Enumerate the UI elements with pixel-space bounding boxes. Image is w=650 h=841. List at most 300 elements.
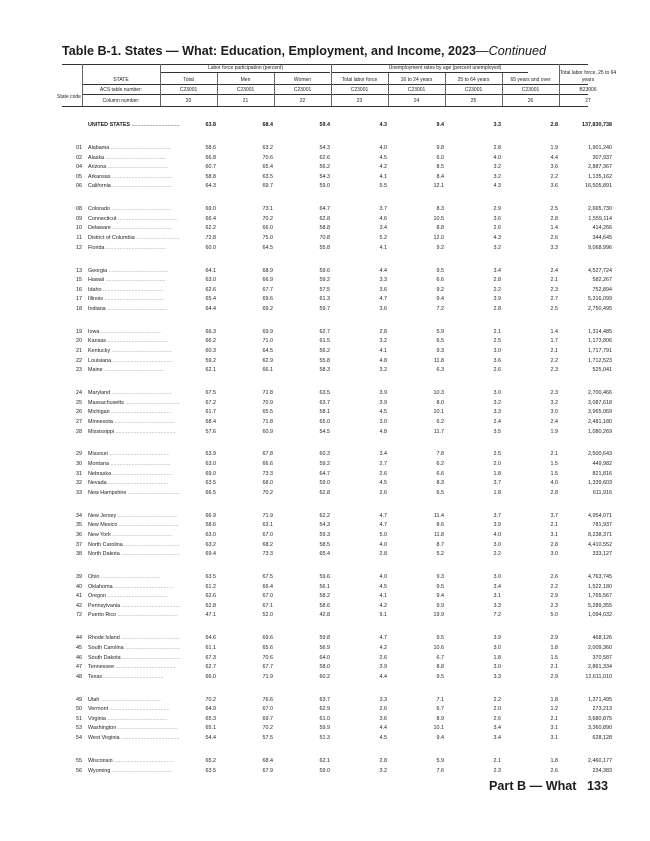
state-code: 47 (76, 664, 82, 671)
state-name: North Dakota ..... (88, 549, 180, 559)
cell-col-20: 62.2 (205, 225, 216, 232)
state-code: 35 (76, 522, 82, 529)
cell-col-22: 58.5 (319, 541, 330, 548)
cell-col-22: 62.8 (319, 489, 330, 496)
cell-col-22: 64.7 (319, 206, 330, 213)
acs-number: C23001 (521, 87, 540, 93)
cell-col-24: 12.1 (433, 183, 444, 190)
state-code: 32 (76, 480, 82, 487)
cell-col-21: 75.0 (262, 235, 273, 241)
cell-col-27: 1,522,180 (588, 583, 612, 590)
cell-col-22: 62.2 (319, 512, 330, 519)
cell-col-25: 3.9 (493, 635, 501, 642)
state-name: Virginia ..... (88, 714, 180, 724)
cell-col-24: 8.6 (436, 522, 444, 529)
cell-col-22: 62.7 (319, 328, 330, 335)
cell-col-23: 3.9 (379, 399, 387, 406)
state-name: Texas ..... (88, 672, 180, 682)
state-name: Delaware ..... (88, 223, 180, 233)
cell-col-21: 67.9 (262, 767, 273, 774)
cell-col-27: 344,645 (592, 235, 612, 241)
col-name-total: Total (183, 77, 194, 83)
cell-col-24: 9.4 (436, 593, 444, 600)
cell-col-25: 3.2 (493, 164, 501, 171)
cell-col-23: 4.7 (379, 512, 387, 519)
cell-col-21: 71.9 (262, 673, 273, 680)
cell-col-23: 2.8 (379, 328, 387, 335)
cell-col-26: 2.4 (550, 267, 558, 274)
cell-col-24: 7.6 (436, 767, 444, 774)
state-name: Washington ..... (88, 723, 180, 733)
state-code: 19 (76, 328, 82, 335)
cell-col-25: 1.8 (493, 470, 501, 477)
cell-col-25: 2.5 (493, 338, 501, 345)
cell-col-23: 4.1 (379, 593, 387, 600)
cell-col-20: 62.1 (205, 367, 216, 374)
state-name: Idaho ..... (88, 285, 180, 295)
cell-col-24: 8.3 (436, 206, 444, 213)
state-name: Massachusetts ..... (88, 398, 180, 408)
acs-number: C23001 (350, 87, 369, 93)
cell-col-22: 61.0 (319, 715, 330, 722)
cell-col-25: 2.0 (493, 461, 501, 467)
cell-col-21: 69.6 (262, 296, 273, 303)
cell-col-23: 4.1 (379, 173, 387, 180)
cell-col-21: 67.7 (262, 286, 273, 293)
table-row (0, 704, 650, 714)
cell-col-21: 68.4 (262, 757, 273, 764)
state-name: South Carolina ..... (88, 643, 180, 653)
state-code: 39 (76, 574, 82, 580)
cell-col-21: 65.6 (262, 644, 273, 651)
column-number: 24 (413, 98, 420, 104)
cell-col-26: 1.5 (550, 654, 558, 661)
cell-col-26: 1.8 (550, 757, 558, 764)
cell-col-24: 10.5 (433, 215, 444, 222)
cell-col-23: 3.9 (379, 664, 387, 671)
cell-col-26: 2.9 (550, 635, 558, 642)
cell-col-23: 4.2 (379, 602, 387, 609)
cell-col-21: 67.0 (262, 706, 273, 713)
state-code: 22 (76, 357, 82, 364)
cell-col-27: 2,665,730 (588, 206, 612, 213)
cell-col-27: 2,481,180 (588, 418, 612, 425)
state-name: North Carolina ..... (88, 540, 180, 550)
cell-col-23: 5.2 (379, 235, 387, 241)
cell-col-24: 8.8 (436, 664, 444, 671)
cell-col-22: 57.5 (319, 286, 330, 293)
state-name: New Jersey ..... (88, 511, 180, 521)
cell-col-20: 66.8 (205, 154, 216, 161)
table-row (0, 633, 650, 643)
cell-col-27: 9,068,996 (588, 244, 612, 251)
cell-col-25: 4.3 (493, 183, 501, 190)
table-row (0, 285, 650, 295)
col-name-25-64: 25 to 64 years (457, 77, 490, 83)
cell-col-20: 63.0 (205, 277, 216, 284)
state-code: 48 (76, 673, 82, 680)
table-row (0, 582, 650, 592)
cell-col-27: 2,887,367 (588, 164, 612, 171)
cell-col-23: 9.1 (379, 612, 387, 619)
state-name: California ..... (88, 181, 180, 191)
cell-col-26: 2.8 (550, 489, 558, 496)
state-code: 56 (76, 767, 82, 774)
cell-col-20: 62.7 (205, 664, 216, 671)
cell-col-22: 60.3 (319, 451, 330, 458)
cell-col-26: 2.1 (550, 522, 558, 529)
cell-col-25: 3.0 (493, 348, 501, 354)
cell-col-22: 58.0 (319, 664, 330, 671)
column-number: 27 (585, 98, 591, 104)
table-row (0, 346, 650, 356)
cell-col-21: 68.4 (262, 122, 273, 128)
cell-col-24: 9.2 (436, 286, 444, 293)
state-code: 44 (76, 635, 82, 642)
state-name: West Virginia ..... (88, 733, 180, 743)
cell-col-23: 3.4 (379, 451, 387, 458)
cell-col-20: 69.4 (205, 551, 216, 558)
cell-col-27: 333,127 (592, 551, 612, 558)
cell-col-26: 2.3 (550, 390, 558, 397)
cell-col-20: 65.3 (205, 715, 216, 722)
state-code: 26 (76, 409, 82, 416)
cell-col-23: 2.6 (379, 489, 387, 496)
state-name: Arkansas ..... (88, 172, 180, 182)
cell-col-21: 66.1 (262, 367, 273, 374)
cell-col-27: 137,830,738 (582, 122, 612, 128)
cell-col-27: 3,680,875 (588, 715, 612, 722)
cell-col-25: 3.6 (493, 357, 501, 364)
table-row (0, 449, 650, 459)
cell-col-22: 55.8 (319, 357, 330, 364)
cell-col-20: 62.6 (205, 593, 216, 600)
cell-col-22: 58.6 (319, 602, 330, 609)
state-code: 50 (76, 706, 82, 713)
cell-col-26: 2.6 (550, 574, 558, 580)
cell-col-27: 307,937 (592, 154, 612, 161)
cell-col-25: 3.4 (493, 735, 501, 741)
col-name-women: Women (293, 77, 312, 83)
cell-col-21: 69.2 (262, 305, 273, 312)
state-name: Kansas ..... (88, 336, 180, 346)
state-name: Louisiana ..... (88, 356, 180, 366)
cell-col-24: 9.5 (436, 583, 444, 590)
cell-col-26: 1.7 (550, 338, 558, 345)
cell-col-20: 60.7 (205, 164, 216, 171)
cell-col-20: 63.9 (205, 451, 216, 458)
state-code: 33 (76, 489, 82, 496)
state-code: 23 (76, 367, 82, 374)
state-code: 09 (76, 215, 82, 222)
cell-col-26: 1.5 (550, 470, 558, 477)
state-code: 27 (76, 418, 82, 425)
state-name: Vermont ..... (88, 704, 180, 714)
state-name: Hawaii ..... (88, 275, 180, 285)
cell-col-24: 9.3 (436, 348, 444, 354)
state-code: 38 (76, 551, 82, 558)
cell-col-20: 47.1 (205, 612, 216, 619)
state-code: 29 (76, 451, 82, 458)
cell-col-24: 5.9 (436, 757, 444, 764)
table-row (0, 417, 650, 427)
cell-col-25: 2.2 (493, 286, 501, 293)
cell-col-24: 7.1 (436, 696, 444, 703)
cell-col-27: 468,126 (592, 635, 612, 642)
cell-col-23: 2.8 (379, 757, 387, 764)
cell-col-26: 5.0 (550, 612, 558, 619)
state-code: 49 (76, 696, 82, 703)
cell-col-20: 67.3 (205, 654, 216, 661)
table-row (0, 398, 650, 408)
cell-col-27: 2,460,177 (588, 757, 612, 764)
cell-col-22: 58.2 (319, 593, 330, 600)
cell-col-26: 1.9 (550, 144, 558, 151)
cell-col-23: 4.8 (379, 428, 387, 435)
table-row (0, 356, 650, 366)
cell-col-25: 7.2 (493, 612, 501, 619)
cell-col-21: 71.9 (262, 512, 273, 519)
cell-col-25: 3.3 (493, 409, 501, 416)
cell-col-21: 63.2 (262, 144, 273, 151)
cell-col-27: 821,816 (592, 470, 612, 477)
cell-col-25: 3.4 (493, 583, 501, 590)
state-code: 45 (76, 644, 82, 651)
acs-number: B23006 (579, 87, 597, 93)
table-row (0, 365, 650, 375)
state-code: 54 (76, 735, 82, 741)
column-number: 22 (299, 98, 306, 104)
table-title-continued: —Continued (476, 44, 547, 58)
cell-col-20: 68.4 (205, 418, 216, 425)
cell-col-27: 370,587 (592, 654, 612, 661)
cell-col-27: 5,316,099 (588, 296, 612, 303)
state-name: Ohio ..... (88, 572, 180, 582)
cell-col-26: 2.4 (550, 418, 558, 425)
cell-col-26: 2.8 (550, 215, 558, 222)
cell-col-22: 59.2 (319, 461, 330, 467)
cell-col-22: 55.8 (319, 244, 330, 251)
cell-col-27: 3,965,069 (588, 409, 612, 416)
table-row (0, 214, 650, 224)
cell-col-27: 1,135,162 (588, 173, 612, 180)
cell-col-27: 628,128 (592, 735, 612, 741)
cell-col-20: 69.0 (205, 470, 216, 477)
state-column-header: STATE (113, 77, 129, 83)
state-name: Indiana ..... (88, 304, 180, 314)
table-row (0, 488, 650, 498)
cell-col-23: 4.1 (379, 348, 387, 354)
table-row (0, 601, 650, 611)
cell-col-21: 67.7 (262, 664, 273, 671)
state-name: Maine ..... (88, 365, 180, 375)
cell-col-24: 10.6 (433, 644, 444, 651)
state-name: Tennessee ..... (88, 662, 180, 672)
cell-col-24: 6.5 (436, 338, 444, 345)
cell-col-22: 56.1 (319, 583, 330, 590)
state-code: 40 (76, 583, 82, 590)
cell-col-20: 65.2 (205, 757, 216, 764)
state-code: 51 (76, 715, 82, 722)
cell-col-22: 61.3 (319, 296, 330, 303)
cell-col-22: 63.7 (319, 696, 330, 703)
state-name: Colorado ..... (88, 204, 180, 214)
cell-col-26: 3.6 (550, 164, 558, 171)
cell-col-21: 60.9 (262, 428, 273, 435)
cell-col-27: 2,750,495 (588, 305, 612, 312)
cell-col-20: 64.9 (205, 706, 216, 713)
cell-col-20: 66.0 (205, 673, 216, 680)
cell-col-22: 70.8 (319, 235, 330, 241)
state-name: Arizona ..... (88, 162, 180, 172)
cell-col-26: 2.1 (550, 664, 558, 671)
cell-col-24: 6.6 (436, 470, 444, 477)
cell-col-23: 2.7 (379, 461, 387, 467)
cell-col-22: 59.3 (319, 531, 330, 538)
cell-col-22: 54.3 (319, 144, 330, 151)
table-row (0, 511, 650, 521)
cell-col-25: 3.0 (493, 574, 501, 580)
cell-col-20: 62.6 (205, 286, 216, 293)
cell-col-21: 67.5 (262, 574, 273, 580)
cell-col-21: 66.9 (262, 277, 273, 284)
cell-col-22: 59.2 (319, 277, 330, 284)
cell-col-20: 67.5 (205, 390, 216, 397)
cell-col-21: 71.0 (262, 338, 273, 345)
cell-col-20: 63.5 (205, 480, 216, 487)
cell-col-24: 5.2 (436, 551, 444, 558)
state-name: Nevada ..... (88, 478, 180, 488)
cell-col-24: 10.3 (433, 390, 444, 397)
table-row (0, 294, 650, 304)
table-row (0, 478, 650, 488)
state-code: 25 (76, 399, 82, 406)
cell-col-25: 3.1 (493, 593, 501, 600)
cell-col-26: 2.5 (550, 305, 558, 312)
table-row (0, 143, 650, 153)
cell-col-26: 1.2 (550, 706, 558, 713)
state-code: 18 (76, 305, 82, 312)
cell-col-25: 3.2 (493, 173, 501, 180)
cell-col-25: 2.5 (493, 451, 501, 458)
state-name: Alabama ..... (88, 143, 180, 153)
cell-col-23: 4.7 (379, 635, 387, 642)
cell-col-24: 10.1 (433, 409, 444, 416)
cell-col-23: 5.0 (379, 531, 387, 538)
cell-col-22: 59.0 (319, 183, 330, 190)
cell-col-25: 2.8 (493, 277, 501, 284)
table-row (0, 427, 650, 437)
cell-col-20: 66.5 (205, 489, 216, 496)
cell-col-20: 63.0 (205, 461, 216, 467)
table-row (0, 756, 650, 766)
cell-col-24: 9.8 (436, 144, 444, 151)
page-footer (489, 779, 608, 793)
table-row (0, 540, 650, 550)
state-code: 01 (76, 144, 82, 151)
cell-col-20: 65.1 (205, 725, 216, 732)
cell-col-23: 4.3 (379, 122, 387, 128)
cell-col-21: 73.3 (262, 551, 273, 558)
cell-col-21: 73.1 (262, 206, 273, 213)
cell-col-24: 8.8 (436, 225, 444, 232)
cell-col-26: 2.8 (550, 541, 558, 548)
column-number: 23 (356, 98, 363, 104)
table-row (0, 662, 650, 672)
cell-col-24: 11.7 (433, 428, 444, 435)
cell-col-23: 4.6 (379, 215, 387, 222)
cell-col-21: 67.0 (262, 531, 273, 538)
cell-col-22: 63.5 (319, 390, 330, 397)
column-number: 25 (470, 98, 477, 104)
cell-col-20: 66.9 (205, 512, 216, 519)
state-name: Utah ..... (88, 695, 180, 705)
table-row (0, 591, 650, 601)
cell-col-25: 2.8 (493, 305, 501, 312)
cell-col-21: 64.5 (262, 348, 273, 354)
cell-col-26: 2.9 (550, 673, 558, 680)
table-row (0, 388, 650, 398)
cell-col-20: 63.8 (205, 122, 216, 128)
col-name-16-24: 16 to 24 years (400, 77, 433, 83)
cell-col-26: 2.1 (550, 277, 558, 284)
state-code: 04 (76, 164, 82, 171)
cell-col-24: 6.5 (436, 489, 444, 496)
cell-col-25: 4.0 (493, 154, 501, 161)
cell-col-23: 3.2 (379, 367, 387, 374)
cell-col-23: 3.2 (379, 767, 387, 774)
cell-col-25: 3.0 (493, 664, 501, 671)
cell-col-23: 3.6 (379, 305, 387, 312)
cell-col-26: 4.4 (550, 154, 558, 161)
cell-col-20: 67.2 (205, 399, 216, 406)
cell-col-27: 449,982 (592, 461, 612, 467)
cell-col-20: 70.2 (205, 696, 216, 703)
table-row (0, 327, 650, 337)
footer-section: Part B — What (489, 779, 577, 793)
cell-col-20: 63.2 (205, 541, 216, 548)
state-name: District of Columbia ..... (88, 233, 180, 243)
cell-col-25: 3.7 (493, 512, 501, 519)
cell-col-20: 64.1 (205, 267, 216, 274)
cell-col-27: 3,087,618 (588, 399, 612, 406)
table-row (0, 459, 650, 469)
cell-col-26: 3.0 (550, 409, 558, 416)
cell-col-25: 3.4 (493, 267, 501, 274)
cell-col-25: 3.3 (493, 602, 501, 609)
cell-col-23: 4.2 (379, 164, 387, 171)
cell-col-26: 2.3 (550, 367, 558, 374)
cell-col-27: 4,954,071 (588, 512, 612, 519)
column-number-label: Column number: (102, 98, 140, 104)
cell-col-26: 1.8 (550, 644, 558, 651)
cell-col-20: 69.0 (205, 206, 216, 213)
cell-col-24: 7.2 (436, 305, 444, 312)
table-row (0, 336, 650, 346)
cell-col-20: 59.2 (205, 357, 216, 364)
state-code: 16 (76, 286, 82, 293)
cell-col-25: 2.4 (493, 418, 501, 425)
cell-col-20: 57.6 (205, 428, 216, 435)
state-code: 08 (76, 206, 82, 213)
cell-col-26: 3.6 (550, 183, 558, 190)
cell-col-20: 66.2 (205, 338, 216, 345)
cell-col-21: 70.6 (262, 154, 273, 161)
state-name: Montana ..... (88, 459, 180, 469)
cell-col-23: 4.0 (379, 574, 387, 580)
acs-number: C23001 (236, 87, 255, 93)
cell-col-26: 2.1 (550, 451, 558, 458)
